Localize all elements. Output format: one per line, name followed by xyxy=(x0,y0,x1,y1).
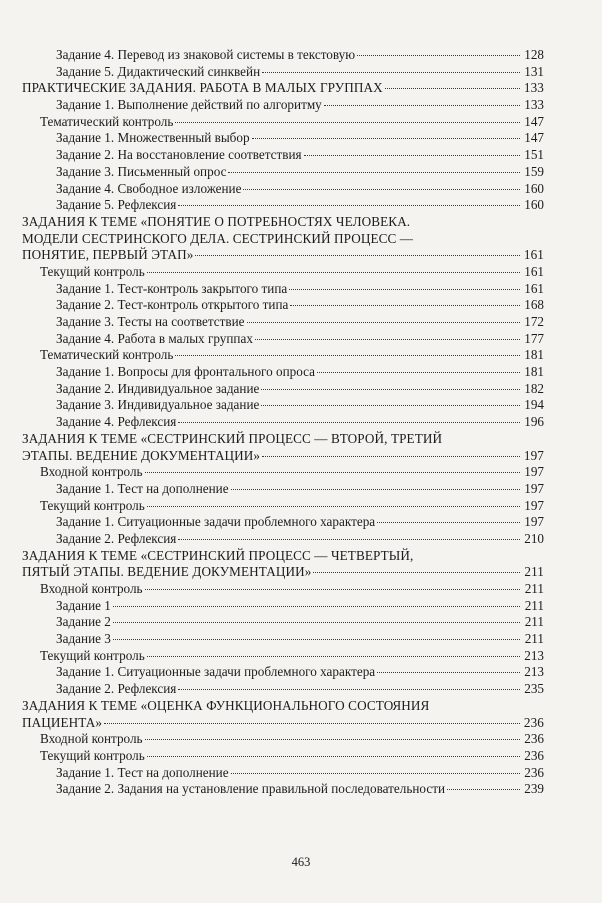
dot-leader xyxy=(113,622,520,623)
dot-leader xyxy=(377,522,520,523)
toc-entry-title: Задание 1. Тест на дополнение xyxy=(56,480,229,496)
toc-entry[interactable] xyxy=(22,47,544,64)
toc-entry-page: 147 xyxy=(524,113,544,129)
toc-section-entry[interactable] xyxy=(22,80,544,97)
section-heading-line: ЗАДАНИЯ К ТЕМЕ «ОЦЕНКА ФУНКЦИОНАЛЬНОГО СОСТОЯНИЯ xyxy=(22,697,430,713)
toc-entry-title: Задание 4. Перевод из знаковой системы в текстовую xyxy=(56,47,356,62)
toc-entry-title: Задание 5. Рефлексия xyxy=(56,197,177,213)
toc-entry-page: 161 xyxy=(523,247,544,263)
dot-leader xyxy=(228,172,520,173)
dot-leader xyxy=(261,405,520,406)
toc-entry-page: 147 xyxy=(524,130,544,146)
toc-entry-page: 211 xyxy=(524,564,544,580)
toc-entry[interactable] xyxy=(22,664,544,681)
toc-entry-page: 194 xyxy=(524,397,544,413)
toc-entry[interactable] xyxy=(22,331,544,348)
toc-entry-title: Задание 3. Тесты на соответствие xyxy=(56,314,245,329)
toc-entry-title: Текущий контроль xyxy=(40,647,145,663)
toc-entry-page: 197 xyxy=(524,514,544,530)
dot-leader xyxy=(147,506,520,507)
toc-entry-page: 159 xyxy=(524,163,544,179)
section-heading-line: ЗАДАНИЯ К ТЕМЕ «СЕСТРИНСКИЙ ПРОЦЕСС — ВТОРОЙ, ТРЕТИЙ xyxy=(22,430,443,446)
toc-entry-title: Задание 2. Индивидуальное задание xyxy=(56,380,260,396)
toc-entry-title: Входной контроль xyxy=(40,464,143,480)
dot-leader xyxy=(247,322,520,323)
toc-entry[interactable] xyxy=(22,197,544,214)
toc-entry[interactable] xyxy=(22,765,544,782)
toc-entry-title: Задание 1. Вопросы для фронтального опроса xyxy=(56,364,316,380)
dot-leader xyxy=(145,739,520,740)
dot-leader xyxy=(262,456,520,457)
toc-entry-page: 197 xyxy=(524,497,544,513)
toc-entry[interactable] xyxy=(22,397,544,414)
toc-section-entry[interactable] xyxy=(22,564,544,581)
dot-leader xyxy=(145,472,520,473)
toc-entry-title: Задание 4. Рефлексия xyxy=(56,414,177,430)
toc-entry-page: 131 xyxy=(524,63,544,79)
toc-entry-page: 213 xyxy=(524,664,544,680)
toc-entry-page: 211 xyxy=(524,597,544,613)
dot-leader xyxy=(175,355,520,356)
section-heading-line: МОДЕЛИ СЕСТРИНСКОГО ДЕЛА. СЕСТРИНСКИЙ ПРОЦЕСС — xyxy=(22,230,414,246)
toc-entry-title: ПАЦИЕНТА» xyxy=(22,714,103,730)
toc-entry-title: Задание 3. Индивидуальное задание xyxy=(56,397,260,413)
toc-entry-title: Задание 3 xyxy=(56,631,111,647)
dot-leader xyxy=(324,105,520,106)
toc-entry[interactable] xyxy=(22,64,544,81)
toc-entry-title: Входной контроль xyxy=(40,581,143,596)
dot-leader xyxy=(304,155,520,156)
dot-leader xyxy=(113,606,520,607)
toc-entry[interactable] xyxy=(22,414,544,431)
dot-leader xyxy=(178,205,520,206)
toc-entry-page: 211 xyxy=(524,631,544,647)
dot-leader xyxy=(178,539,520,540)
toc-entry-page: 133 xyxy=(524,97,544,113)
toc-entry-title: Текущий контроль xyxy=(40,747,145,763)
toc-entry-page: 236 xyxy=(524,731,544,747)
toc-entry[interactable] xyxy=(22,581,544,598)
toc-entry-page: 196 xyxy=(524,414,544,430)
section-heading-line: ЗАДАНИЯ К ТЕМЕ «СЕСТРИНСКИЙ ПРОЦЕСС — ЧЕТВЕРТЫЙ, xyxy=(22,547,414,563)
toc-entry-title: Задание 2. Рефлексия xyxy=(56,530,177,546)
toc-section-entry[interactable] xyxy=(22,448,544,465)
toc-section-entry[interactable] xyxy=(22,715,544,732)
toc-entry-title: Задание 2. На восстановление соответствия xyxy=(56,147,302,163)
toc-entry[interactable] xyxy=(22,481,544,498)
toc-entry[interactable] xyxy=(22,681,544,698)
dot-leader xyxy=(377,672,520,673)
toc-entry-title: Задание 2. Рефлексия xyxy=(56,681,177,697)
toc-entry[interactable] xyxy=(22,748,544,765)
toc-entry-page: 211 xyxy=(524,581,544,596)
toc-entry-title: Текущий контроль xyxy=(40,497,145,513)
toc-entry-page: 168 xyxy=(524,297,544,313)
toc-entry-title: Задание 4. Работа в малых группах xyxy=(56,330,253,346)
toc-entry[interactable] xyxy=(22,264,544,281)
toc-entry[interactable] xyxy=(22,181,544,198)
dot-leader xyxy=(357,55,520,56)
toc-entry-page: 177 xyxy=(524,330,544,346)
dot-leader xyxy=(255,339,520,340)
toc-entry-title: Задание 1 xyxy=(56,597,111,613)
toc-entry-title: ПОНЯТИЕ, ПЕРВЫЙ ЭТАП» xyxy=(22,247,194,263)
dot-leader xyxy=(145,589,520,590)
dot-leader xyxy=(313,572,520,573)
dot-leader xyxy=(147,272,520,273)
dot-leader xyxy=(178,689,520,690)
dot-leader xyxy=(231,773,520,774)
toc-section-entry[interactable] xyxy=(22,247,544,264)
toc-entry-page: 151 xyxy=(524,147,544,163)
section-heading-line: ЗАДАНИЯ К ТЕМЕ «ПОНЯТИЕ О ПОТРЕБНОСТЯХ ЧЕЛОВЕКА. xyxy=(22,213,411,229)
toc-entry[interactable] xyxy=(22,731,544,748)
toc-entry-title: Задание 2. Тест-контроль открытого типа xyxy=(56,297,289,313)
toc-entry-page: 239 xyxy=(524,781,544,797)
toc-entry[interactable] xyxy=(22,147,544,164)
toc-entry-title: Задание 1. Ситуационные задачи проблемного характера xyxy=(56,514,376,530)
toc-entry-title: Задание 3. Письменный опрос xyxy=(56,163,227,179)
toc-entry-title: Задание 1. Множественный выбор xyxy=(56,130,250,146)
toc-entry[interactable] xyxy=(22,297,544,314)
toc-entry[interactable] xyxy=(22,364,544,381)
dot-leader xyxy=(289,289,520,290)
toc-entry[interactable] xyxy=(22,114,544,131)
toc-entry-page: 197 xyxy=(524,480,544,496)
toc-entry[interactable] xyxy=(22,464,544,481)
toc-entry-page: 181 xyxy=(524,347,544,363)
toc-entry[interactable] xyxy=(22,281,544,298)
toc-entry-page: 182 xyxy=(524,380,544,396)
toc-entry[interactable] xyxy=(22,598,544,615)
toc-entry-page: 213 xyxy=(524,647,544,663)
toc-entry[interactable] xyxy=(22,648,544,665)
dot-leader xyxy=(262,72,520,73)
toc-entry-page: 161 xyxy=(524,263,544,279)
toc-entry-page: 160 xyxy=(524,180,544,196)
dot-leader xyxy=(195,255,520,256)
dot-leader xyxy=(147,756,520,757)
toc-entry[interactable] xyxy=(22,164,544,181)
toc-entry-page: 236 xyxy=(524,764,544,780)
toc-entry-page: 197 xyxy=(523,447,544,463)
dot-leader xyxy=(290,305,520,306)
toc-entry-page: 181 xyxy=(524,364,544,380)
toc-entry[interactable] xyxy=(22,347,544,364)
toc-entry-page: 210 xyxy=(524,530,544,546)
toc-entry[interactable] xyxy=(22,614,544,631)
toc-entry-page: 236 xyxy=(524,747,544,763)
toc-entry[interactable] xyxy=(22,97,544,114)
toc-entry-title: Задание 5. Дидактический синквейн xyxy=(56,63,261,79)
toc-entry-page: 211 xyxy=(524,614,544,630)
page-number: 463 xyxy=(291,855,311,869)
dot-leader xyxy=(447,789,520,790)
toc-entry-title: Задание 1. Тест на дополнение xyxy=(56,764,229,780)
toc-entry[interactable] xyxy=(22,381,544,398)
toc-entry-title: Задание 1. Выполнение действий по алгоритму xyxy=(56,97,322,113)
toc-entry-page: 160 xyxy=(524,197,544,213)
dot-leader xyxy=(231,489,520,490)
toc-entry-page: 236 xyxy=(523,714,544,730)
toc-entry-page: 235 xyxy=(524,681,544,697)
toc-entry-title: ПРАКТИЧЕСКИЕ ЗАДАНИЯ. РАБОТА В МАЛЫХ ГРУППАХ xyxy=(22,80,383,96)
dot-leader xyxy=(317,372,520,373)
toc-entry-page: 128 xyxy=(524,47,544,62)
toc-entry[interactable] xyxy=(22,781,544,798)
toc-entry[interactable] xyxy=(22,514,544,531)
toc-entry-page: 133 xyxy=(523,80,544,96)
toc-entry[interactable] xyxy=(22,314,544,331)
toc-entry-title: Задание 1. Тест-контроль закрытого типа xyxy=(56,280,288,296)
toc-entry-title: Задание 2. Задания на установление правильной последовательности xyxy=(56,781,446,797)
dot-leader xyxy=(261,389,520,390)
toc-entry[interactable] xyxy=(22,631,544,648)
toc-entry-title: Тематический контроль xyxy=(40,347,174,363)
toc-entry-title: Задание 2 xyxy=(56,614,111,630)
toc-entry[interactable] xyxy=(22,531,544,548)
dot-leader xyxy=(147,656,520,657)
dot-leader xyxy=(178,422,520,423)
toc-entry-page: 197 xyxy=(524,464,544,480)
table-of-contents xyxy=(22,47,544,798)
toc-entry-title: Входной контроль xyxy=(40,731,143,747)
dot-leader xyxy=(385,88,520,89)
dot-leader xyxy=(243,189,520,190)
toc-entry-page: 161 xyxy=(524,280,544,296)
toc-entry-page: 172 xyxy=(524,314,544,329)
toc-entry-title: Текущий контроль xyxy=(40,263,145,279)
toc-entry-title: ПЯТЫЙ ЭТАПЫ. ВЕДЕНИЕ ДОКУМЕНТАЦИИ» xyxy=(22,564,312,580)
toc-entry-title: Задание 4. Свободное изложение xyxy=(56,180,242,196)
dot-leader xyxy=(175,122,520,123)
toc-entry-title: ЭТАПЫ. ВЕДЕНИЕ ДОКУМЕНТАЦИИ» xyxy=(22,447,261,463)
dot-leader xyxy=(113,639,520,640)
toc-entry-title: Тематический контроль xyxy=(40,113,174,129)
toc-entry[interactable] xyxy=(22,130,544,147)
dot-leader xyxy=(104,723,520,724)
dot-leader xyxy=(252,138,520,139)
toc-entry-title: Задание 1. Ситуационные задачи проблемного характера xyxy=(56,664,376,680)
toc-entry[interactable] xyxy=(22,498,544,515)
